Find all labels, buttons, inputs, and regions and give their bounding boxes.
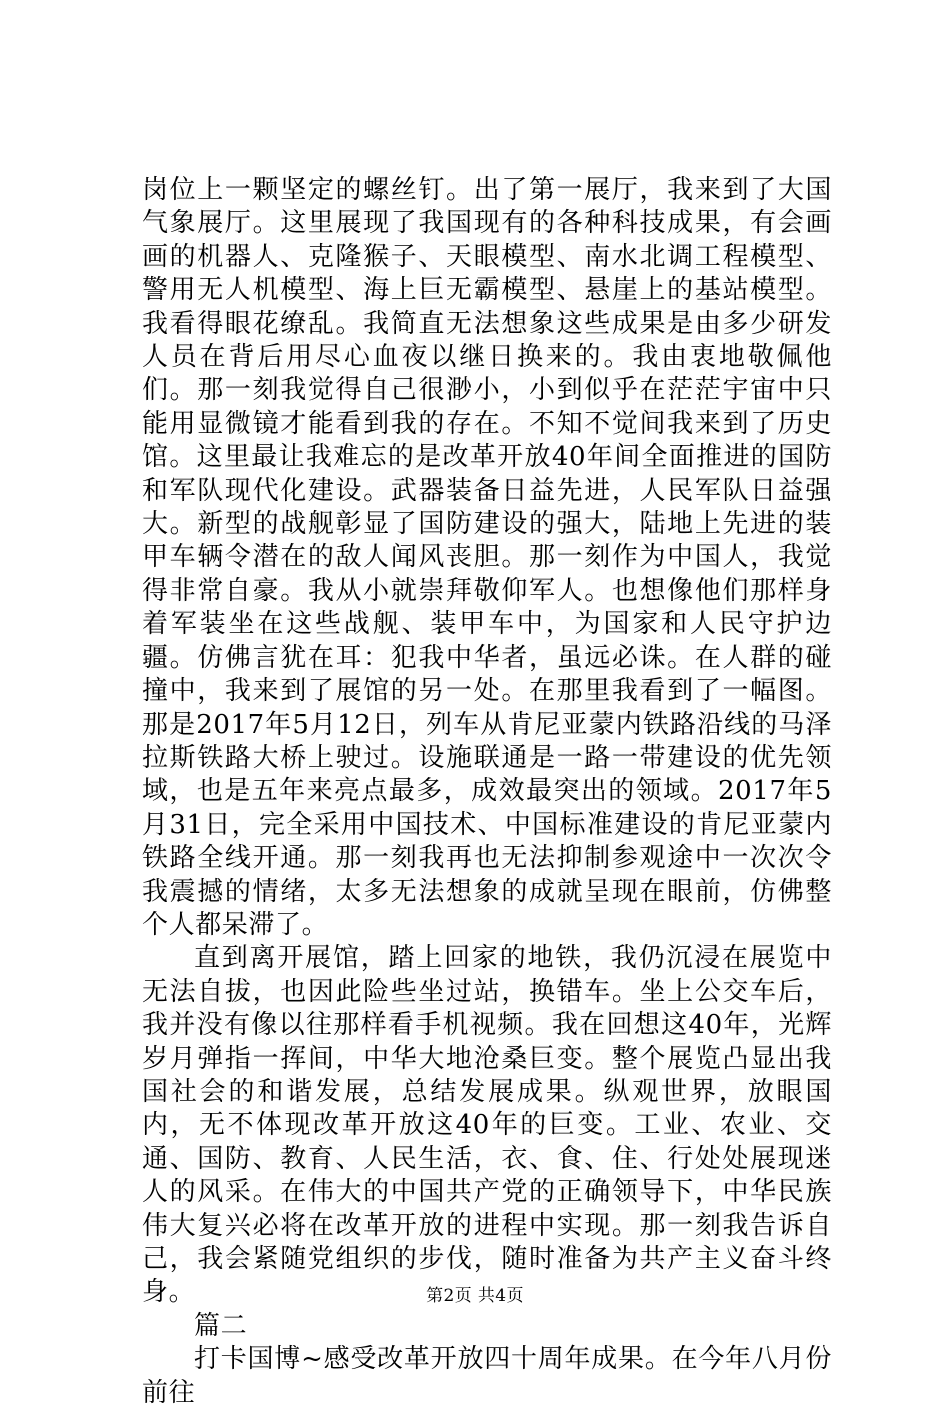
- page-footer: 第2页 共4页: [426, 1286, 524, 1306]
- paragraph-3: 打卡国博~感受改革开放四十周年成果。在今年八月份前往: [142, 1344, 832, 1408]
- paragraph-2: 直到离开展馆，踏上回家的地铁，我仍沉浸在展览中无法自拔，也因此险些坐过站，换错车。坐上公交车后，我并没有像以往那样看手机视频。我在回想这40年，光辉岁月弹指一挥间，中华大地沧桑巨变。整个展览凸显出我国社会的和谐发展，总结发展成果。纵观世界，放眼国内，无不体现改革开放这40年的巨变。工业、农业、交通、国防、教育、人民生活，衣、食、住、行处处展现迷人的风采。在伟大的中国共产党的正确领导下，中华民族伟大复兴必将在改革开放的进程中实现。那一刻我告诉自己，我会紧随党组织的步伐，随时准备为共产主义奋斗终身。: [142, 943, 832, 1308]
- paragraph-1: 岗位上一颗坚定的螺丝钉。出了第一展厅，我来到了大国气象展厅。这里展现了我国现有的各种科技成果，有会画画的机器人、克隆猴子、天眼模型、南水北调工程模型、警用无人机模型、海上巨无霸模型、悬崖上的基站模型。我看得眼花缭乱。我简直无法想象这些成果是由多少研发人员在背后用尽心血夜以继日换来的。我由衷地敬佩他们。那一刻我觉得自己很渺小，小到似乎在茫茫宇宙中只能用显微镜才能看到我的存在。不知不觉间我来到了历史馆。这里最让我难忘的是改革开放40年间全面推进的国防和军队现代化建设。武器装备日益先进，人民军队日益强大。新型的战舰彰显了国防建设的强大，陆地上先进的装甲车辆令潜在的敌人闻风丧胆。那一刻作为中国人，我觉得非常自豪。我从小就崇拜敬仰军人。也想像他们那样身着军装坐在这些战舰、装甲车中，为国家和人民守护边疆。仿佛言犹在耳：犯我中华者，虽远必诛。在人群的碰撞中，我来到了展馆的另一处。在那里我看到了一幅图。那是2017年5月12日，列车从肯尼亚蒙内铁路沿线的马泽拉斯铁路大桥上驶过。设施联通是一路一带建设的优先领域，也是五年来亮点最多，成效最突出的领域。2017年5月31日，完全采用中国技术、中国标准建设的肯尼亚蒙内铁路全线开通。那一刻我再也无法抑制参观途中一次次令我震撼的情绪，太多无法想象的成就呈现在眼前，仿佛整个人都呆滞了。: [142, 175, 832, 940]
- document-body: [142, 174, 832, 1410]
- section-heading: 篇二: [194, 1310, 248, 1341]
